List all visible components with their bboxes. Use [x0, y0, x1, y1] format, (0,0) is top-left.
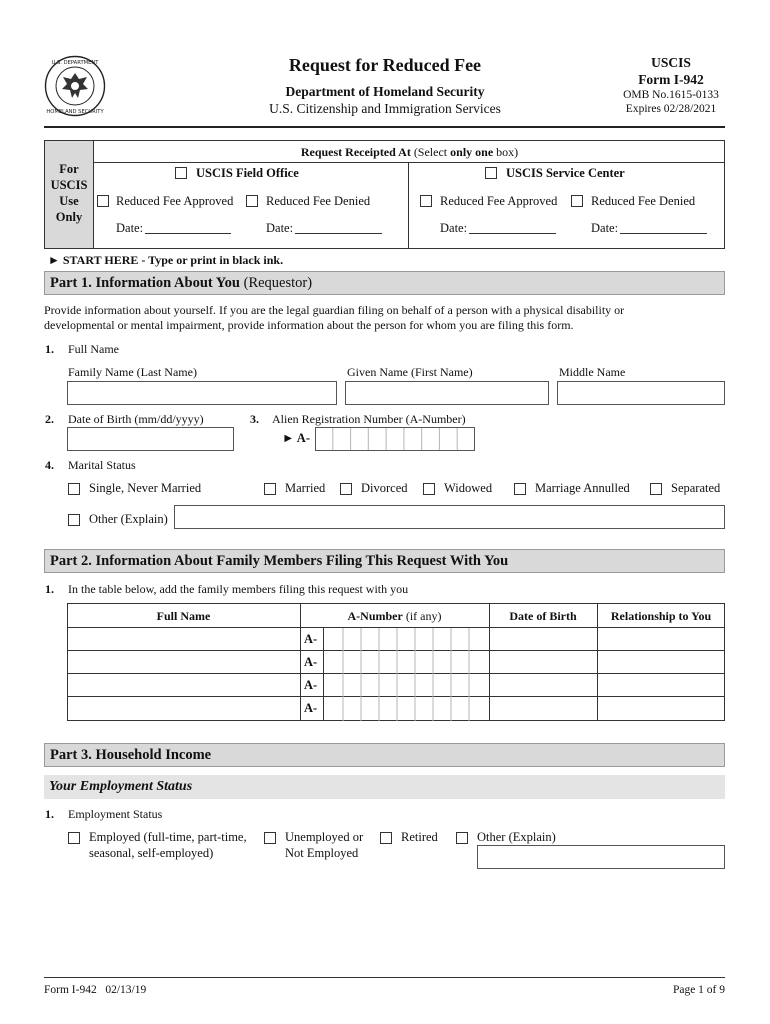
row3-a-prefix: A- — [304, 678, 318, 692]
receipted-at-suffix: box) — [493, 145, 519, 159]
fo-denied-date-label: Date: — [266, 221, 294, 235]
form-number: Form I-942 — [638, 72, 704, 87]
col-a-number-rest: (if any) — [402, 609, 442, 623]
marital-other-input[interactable] — [174, 505, 725, 529]
employment-other-checkbox[interactable] — [456, 832, 468, 844]
q2-number: 2. — [45, 412, 54, 426]
employment-subheader-text: Your Employment Status — [49, 779, 193, 794]
employment-subheader — [44, 775, 725, 799]
divorced-checkbox[interactable] — [340, 483, 352, 495]
retired-checkbox[interactable] — [380, 832, 392, 844]
q4-label: Marital Status — [68, 458, 136, 472]
employment-other-label: Other (Explain) — [477, 830, 556, 844]
fo-approved-label: Reduced Fee Approved — [116, 194, 234, 208]
uscis-side-label-3: Use — [59, 194, 79, 208]
col-a-number-bold: A-Number — [347, 609, 403, 623]
part2-header — [44, 549, 725, 573]
svg-text:HOMELAND SECURITY: HOMELAND SECURITY — [46, 109, 104, 115]
service-center-checkbox[interactable] — [485, 167, 497, 179]
single-checkbox[interactable] — [68, 483, 80, 495]
divorced-label: Divorced — [361, 481, 408, 495]
q1-number: 1. — [45, 342, 54, 356]
single-label: Single, Never Married — [89, 481, 202, 495]
annulled-label: Marriage Annulled — [535, 481, 630, 495]
col-a-number — [300, 609, 489, 624]
sc-approved-label: Reduced Fee Approved — [440, 194, 558, 208]
retired-label: Retired — [401, 830, 438, 844]
row2-full-name-cell[interactable] — [68, 651, 300, 673]
employment-other-input[interactable] — [477, 845, 725, 869]
q3-number: 3. — [250, 412, 259, 426]
sc-denied-date-label: Date: — [591, 221, 619, 235]
widowed-checkbox[interactable] — [423, 483, 435, 495]
given-name-label: Given Name (First Name) — [347, 365, 473, 379]
col-full-name: Full Name — [156, 609, 211, 623]
col-relationship: Relationship to You — [610, 609, 712, 623]
form-title: Request for Reduced Fee — [288, 55, 482, 75]
p2-q1-label: In the table below, add the family members filing this request with you — [68, 582, 409, 596]
expiration-date: Expires 02/28/2021 — [625, 103, 717, 115]
p3-q1-label: Employment Status — [68, 807, 163, 821]
row2-a-prefix: A- — [304, 655, 318, 669]
row4-a-prefix: A- — [304, 701, 318, 715]
part1-title-bold: Part 1. Information About You — [50, 275, 240, 291]
employed-checkbox[interactable] — [68, 832, 80, 844]
part3-header — [44, 743, 725, 767]
sc-approved-date-line[interactable] — [469, 233, 556, 234]
fo-approved-date-line[interactable] — [145, 233, 231, 234]
family-members-table — [67, 603, 725, 721]
form-org: USCIS — [651, 55, 691, 70]
marital-other-checkbox[interactable] — [68, 514, 80, 526]
fo-approved-date-label: Date: — [116, 221, 144, 235]
row1-full-name-cell[interactable] — [68, 628, 300, 650]
fo-denied-checkbox[interactable] — [246, 195, 258, 207]
receipted-rule — [94, 162, 724, 163]
uscis-side-label-2: USCIS — [50, 178, 88, 192]
part3-title: Part 3. Household Income — [50, 747, 212, 763]
sc-approved-date-label: Date: — [440, 221, 468, 235]
fo-approved-checkbox[interactable] — [97, 195, 109, 207]
receipted-at-prefix: Request Receipted At — [300, 145, 411, 159]
department-name: Department of Homeland Security — [285, 84, 485, 99]
given-name-input[interactable] — [345, 381, 549, 405]
receipted-at-bold: only one — [450, 145, 494, 159]
col-date-of-birth: Date of Birth — [509, 609, 577, 623]
receipted-at-label — [94, 145, 725, 160]
unemployed-label-1: Unemployed or — [285, 830, 364, 844]
footer-page-number: Page 1 of 9 — [672, 984, 725, 996]
part2-title: Part 2. Information About Family Members Filing This Request With You — [50, 553, 509, 569]
separated-checkbox[interactable] — [650, 483, 662, 495]
unemployed-checkbox[interactable] — [264, 832, 276, 844]
employed-label-1: Employed (full-time, part-time, — [89, 830, 247, 844]
family-name-input[interactable] — [67, 381, 337, 405]
employed-label-2: seasonal, self-employed) — [89, 846, 214, 860]
row1-a-prefix: A- — [304, 632, 318, 646]
agency-name: U.S. Citizenship and Immigration Services — [269, 101, 501, 116]
married-checkbox[interactable] — [264, 483, 276, 495]
part1-title-rest: (Requestor) — [240, 275, 313, 291]
part1-header — [44, 271, 725, 295]
field-office-checkbox[interactable] — [175, 167, 187, 179]
middle-name-label: Middle Name — [559, 365, 626, 379]
fo-denied-label: Reduced Fee Denied — [266, 194, 371, 208]
sc-denied-checkbox[interactable] — [571, 195, 583, 207]
part1-intro-2: developmental or mental impairment, provide information about the person for whom you are filing this form. — [44, 318, 574, 332]
row4-full-name-cell[interactable] — [68, 697, 300, 720]
part1-title — [50, 275, 312, 292]
start-here-instruction: ► START HERE - Type or print in black ink. — [48, 253, 284, 267]
office-divider — [408, 162, 409, 248]
married-label: Married — [285, 481, 326, 495]
footer-form-id: Form I-942 02/13/19 — [44, 984, 147, 996]
p2-q1-number: 1. — [45, 582, 54, 596]
unemployed-label-2: Not Employed — [285, 846, 359, 860]
row3-full-name-cell[interactable] — [68, 674, 300, 696]
separated-label: Separated — [671, 481, 721, 495]
q4-number: 4. — [45, 458, 54, 472]
field-office-label: USCIS Field Office — [196, 166, 299, 180]
widowed-label: Widowed — [444, 481, 493, 495]
a-number-cells — [315, 427, 475, 451]
service-center-label: USCIS Service Center — [506, 166, 625, 180]
a-number-prefix: ► A- — [282, 431, 310, 445]
part1-intro-1: Provide information about yourself. If you are the legal guardian filing on behalf of a person with a physical disability or — [44, 303, 625, 317]
receipted-at-select: (Select — [413, 145, 451, 159]
fo-denied-date-line[interactable] — [295, 233, 382, 234]
omb-number: OMB No.1615-0133 — [623, 89, 719, 101]
q3-label: Alien Registration Number (A-Number) — [272, 412, 466, 426]
q2-label: Date of Birth (mm/dd/yyyy) — [68, 412, 204, 426]
uscis-side-label-4: Only — [55, 210, 83, 224]
marital-other-label: Other (Explain) — [89, 512, 168, 526]
footer-rule — [44, 977, 725, 978]
middle-name-input[interactable] — [557, 381, 725, 405]
sc-denied-date-line[interactable] — [620, 233, 707, 234]
sc-approved-checkbox[interactable] — [420, 195, 432, 207]
p3-q1-number: 1. — [45, 807, 54, 821]
family-name-label: Family Name (Last Name) — [68, 365, 197, 379]
q1-label: Full Name — [68, 342, 119, 356]
sc-denied-label: Reduced Fee Denied — [591, 194, 696, 208]
uscis-side-label-1: For — [59, 162, 79, 176]
annulled-checkbox[interactable] — [514, 483, 526, 495]
date-of-birth-input[interactable] — [67, 427, 234, 451]
header-rule — [44, 126, 725, 128]
svg-text:U.S. DEPARTMENT: U.S. DEPARTMENT — [51, 60, 99, 66]
